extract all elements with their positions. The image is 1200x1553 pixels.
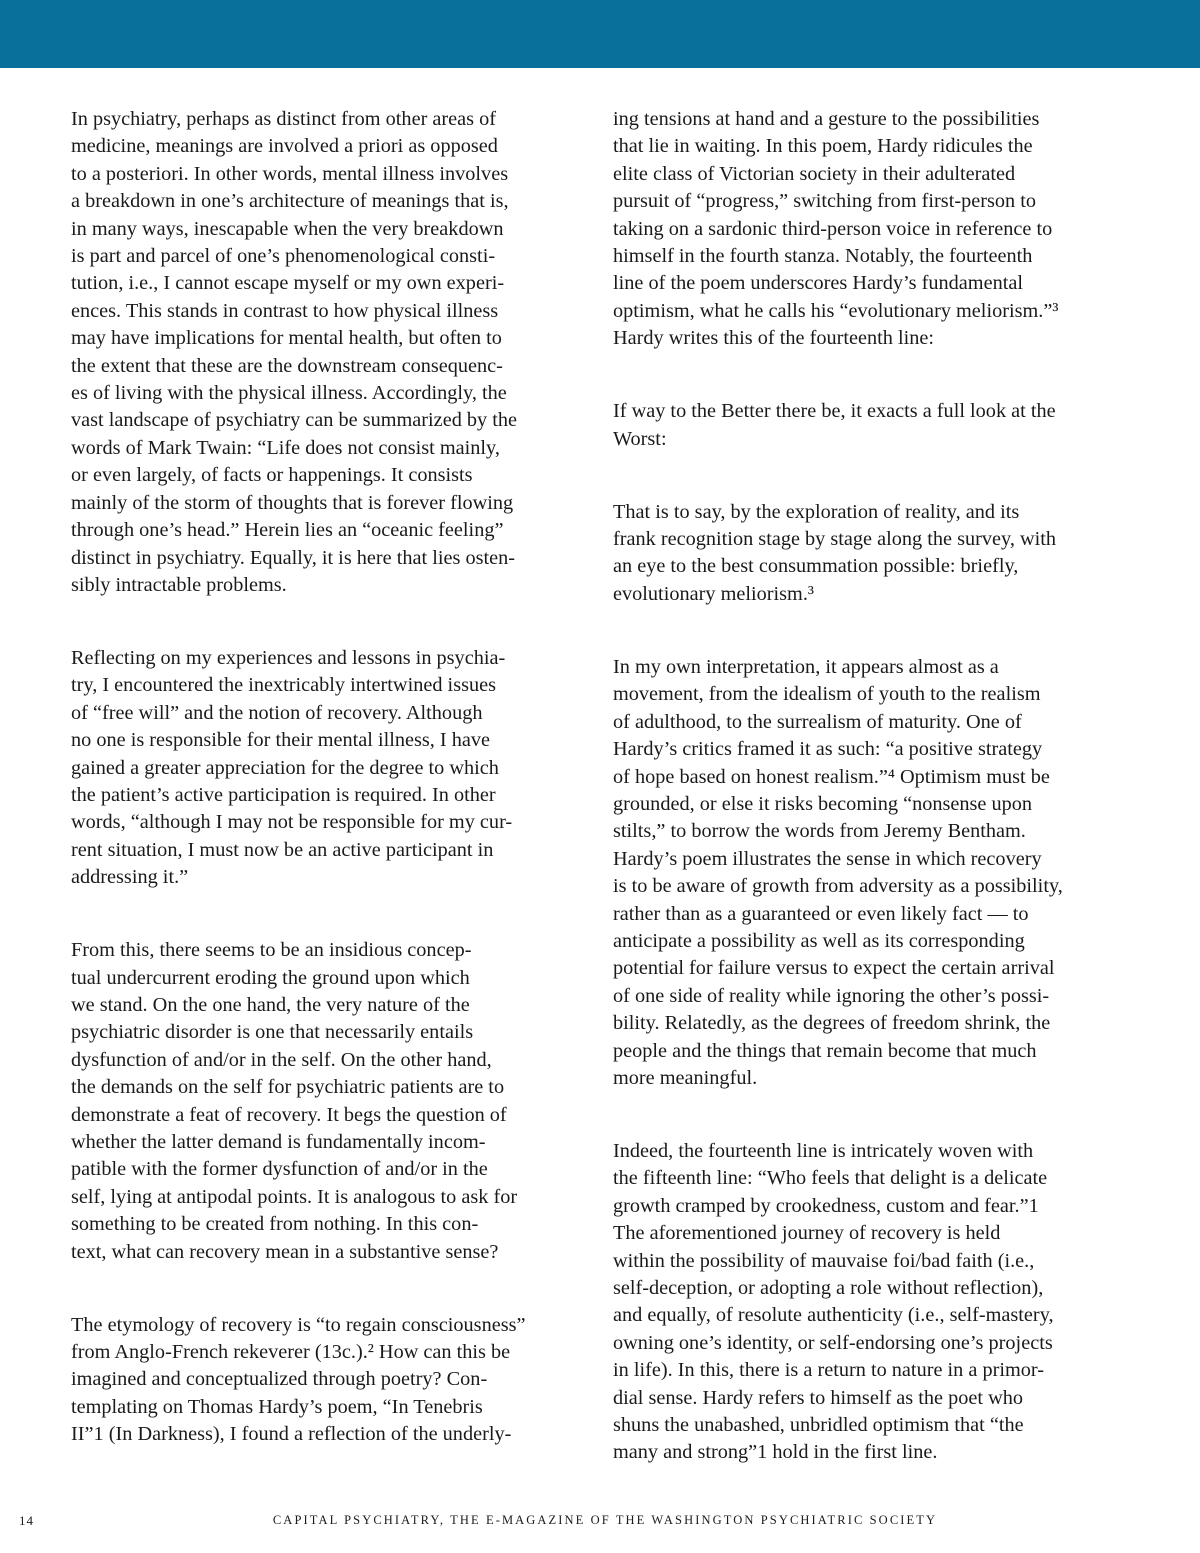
text-line: the fifteenth line: “Who feels that delight is a delicate [613,1167,1048,1190]
text-line: dysfunction of and/or in the self. On the other hand, [71,1048,492,1071]
text-line: sibly intractable problems. [71,573,287,596]
text-line: rather than as a guaranteed or even likely fact — to [613,902,1029,925]
text-line: Reflecting on my experiences and lessons in psychia- [71,646,506,669]
text-line: try, I encountered the inextricably intertwined issues [71,674,497,697]
publication-title: CAPITAL PSYCHIATRY, THE E-MAGAZINE OF THE WASHINGTON PSYCHIATRIC SOCIETY [272,1513,938,1527]
text-line: From this, there seems to be an insidious concep- [71,939,472,962]
text-line: is part and parcel of one’s phenomenological consti- [71,245,496,268]
text-line: dial sense. Hardy refers to himself as the poet who [613,1386,1024,1409]
text-line: and equally, of resolute authenticity (i.e., self-mastery, [613,1304,1054,1327]
text-line: Hardy writes this of the fourteenth line: [613,327,935,350]
text-line: stilts,” to borrow the words from Jeremy Bentham. [613,820,1026,843]
text-line: Hardy’s poem illustrates the sense in which recovery [613,847,1042,870]
paragraph [613,1138,1143,1467]
text-line: grounded, or else it risks becoming “nonsense upon [613,792,1033,815]
text-line: line of the poem underscores Hardy’s fundamental [613,272,1024,295]
text-line: we stand. On the one hand, the very nature of the [71,993,470,1016]
text-line: potential for failure versus to expect the certain arrival [613,957,1055,980]
text-line: evolutionary meliorism.³ [613,582,814,605]
text-line: Hardy’s critics framed it as such: “a positive strategy [613,738,1043,761]
text-line: of adulthood, to the surrealism of maturity. One of [613,710,1022,733]
paragraph [71,937,601,1266]
text-line: imagined and conceptualized through poetry? Con- [71,1368,488,1391]
text-line: of hope based on honest realism.”⁴ Optimism must be [613,765,1050,788]
text-line: growth cramped by crookedness, custom and fear.”1 [613,1194,1039,1217]
text-line: If way to the Better there be, it exacts a full look at the [613,400,1056,423]
text-line: The aforementioned journey of recovery is held [613,1222,1001,1245]
text-line: words of Mark Twain: “Life does not consist mainly, [71,436,500,459]
text-line: an eye to the best consummation possible: briefly, [613,555,1019,578]
text-line: taking on a sardonic third-person voice in reference to [613,217,1053,240]
text-line: distinct in psychiatry. Equally, it is here that lies osten- [71,546,516,569]
text-line: text, what can recovery mean in a substantive sense? [71,1240,499,1263]
text-line: tution, i.e., I cannot escape myself or my own experi- [71,272,505,295]
text-line: In my own interpretation, it appears almost as a [613,655,999,678]
text-line: elite class of Victorian society in their adulterated [613,162,1016,185]
page-number: 14 [19,1513,34,1528]
text-line: shuns the unabashed, unbridled optimism that “the [613,1414,1024,1437]
text-line: In psychiatry, perhaps as distinct from other areas of [71,108,497,130]
text-line: mainly of the storm of thoughts that is forever flowing [71,491,514,514]
text-line: people and the things that remain become that much [613,1039,1037,1062]
text-line: that lie in waiting. In this poem, Hardy ridicules the [613,135,1033,158]
text-line: ences. This stands in contrast to how physical illness [71,299,499,322]
header-band [0,0,1200,68]
text-line: medicine, meanings are involved a priori as opposed [71,135,498,158]
text-line: something to be created from nothing. In this con- [71,1213,479,1236]
text-line: from Anglo-French rekeverer (13c.).² How can this be [71,1341,511,1364]
text-line: That is to say, by the exploration of reality, and its [613,500,1020,523]
text-line: vast landscape of psychiatry can be summarized by the [71,409,518,432]
text-line: Indeed, the fourteenth line is intricately woven with [613,1139,1034,1162]
text-line: ing tensions at hand and a gesture to the possibilities [613,108,1040,130]
text-line: anticipate a possibility as well as its corresponding [613,929,1025,952]
text-line: psychiatric disorder is one that necessarily entails [71,1021,474,1044]
text-line: in life). In this, there is a return to nature in a primor- [613,1359,1044,1382]
text-line: to a posteriori. In other words, mental illness involves [71,162,509,185]
paragraph [613,398,1143,453]
text-line: bility. Relatedly, as the degrees of freedom shrink, the [613,1012,1051,1035]
text-line: through one’s head.” Herein lies an “oceanic feeling” [71,519,504,542]
paragraph [613,499,1143,609]
text-line: more meaningful. [613,1066,758,1089]
text-line: self-deception, or adopting a role without reflection), [613,1277,1044,1299]
paragraph [71,645,601,892]
text-line: Worst: [613,427,667,450]
paragraph [71,1312,601,1449]
text-line: pursuit of “progress,” switching from first-person to [613,190,1037,213]
text-line: or even largely, of facts or happenings. It consists [71,464,473,487]
text-line: is to be aware of growth from adversity as a possibility, [613,875,1063,898]
paragraph [71,106,601,599]
left-column [71,106,601,1494]
right-column [613,106,1143,1512]
text-line: whether the latter demand is fundamentally incom- [71,1131,486,1153]
text-line: himself in the fourth stanza. Notably, the fourteenth [613,245,1033,268]
text-line: demonstrate a feat of recovery. It begs the question of [71,1103,507,1126]
text-line: the extent that these are the downstream consequenc- [71,354,503,377]
text-line: owning one’s identity, or self-endorsing one’s projects [613,1331,1053,1354]
text-line: the patient’s active participation is required. In other [71,783,496,806]
text-line: The etymology of recovery is “to regain consciousness” [71,1313,526,1336]
text-line: many and strong”1 hold in the first line. [613,1441,938,1464]
text-line: gained a greater appreciation for the degree to which [71,756,499,779]
text-line: templating on Thomas Hardy’s poem, “In Tenebris [71,1395,483,1418]
paragraph [613,106,1143,353]
text-line: within the possibility of mauvaise foi/bad faith (i.e., [613,1249,1035,1272]
text-line: in many ways, inescapable when the very breakdown [71,217,504,240]
text-line: of “free will” and the notion of recovery. Although [71,701,483,724]
text-line: the demands on the self for psychiatric patients are to [71,1076,505,1099]
text-line: of one side of reality while ignoring the other’s possi- [613,984,1050,1007]
text-line: self, lying at antipodal points. It is analogous to ask for [71,1185,518,1208]
text-line: may have implications for mental health, but often to [71,327,502,350]
text-line: frank recognition stage by stage along the survey, with [613,528,1057,551]
text-line: II”1 (In Darkness), I found a reflection of the underly- [71,1423,512,1446]
paragraph [613,654,1143,1093]
text-line: es of living with the physical illness. Accordingly, the [71,382,507,405]
text-line: rent situation, I must now be an active participant in [71,838,494,861]
text-line: addressing it.” [71,866,189,889]
text-line: tual undercurrent eroding the ground upon which [71,966,470,989]
text-line: no one is responsible for their mental illness, I have [71,729,491,752]
text-line: patible with the former dysfunction of and/or in the [71,1158,488,1181]
text-line: movement, from the idealism of youth to the realism [613,683,1041,706]
text-line: optimism, what he calls his “evolutionary meliorism.”³ [613,299,1059,322]
text-line: words, “although I may not be responsible for my cur- [71,811,513,834]
text-line: a breakdown in one’s architecture of meanings that is, [71,190,509,213]
